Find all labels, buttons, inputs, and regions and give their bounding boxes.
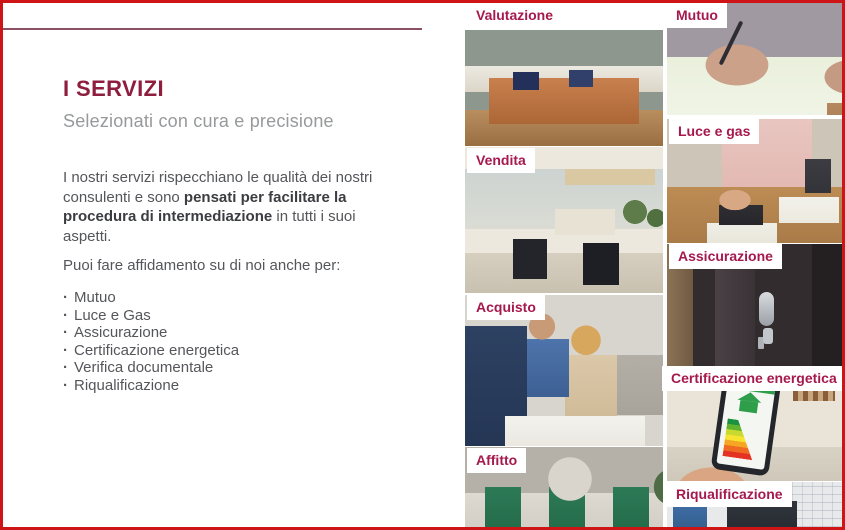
label-vendita: Vendita <box>467 148 535 173</box>
top-divider-line <box>3 28 422 30</box>
list-item: · Luce e Gas <box>63 307 239 325</box>
label-riqualificazione: Riqualificazione <box>667 482 792 507</box>
photo-valutazione <box>465 30 663 146</box>
page-subtitle: Selezionati con cura e precisione <box>63 111 334 131</box>
energy-rating-bars-icon <box>722 418 757 460</box>
label-assicurazione: Assicurazione <box>669 244 782 269</box>
list-item: · Assicurazione <box>63 324 239 342</box>
label-mutuo: Mutuo <box>667 3 727 28</box>
intro-paragraph <box>63 168 375 246</box>
list-item: · Mutuo <box>63 289 239 307</box>
paragraph-bold-text: pensati per facilitare la procedura di intermediazione <box>63 188 347 225</box>
phone-screen <box>716 380 775 470</box>
list-item: · Verifica documentale <box>63 359 239 377</box>
label-certificazione-energetica: Certificazione energetica <box>662 366 845 391</box>
services-list <box>63 289 239 394</box>
page-title: I SERVIZI <box>63 76 164 101</box>
label-luce-e-gas: Luce e gas <box>669 119 759 144</box>
house-icon <box>739 400 758 413</box>
label-valutazione: Valutazione <box>467 3 562 28</box>
label-affitto: Affitto <box>467 448 526 473</box>
list-item: · Riqualificazione <box>63 377 239 395</box>
paragraph-text-end: in tutti i suoi aspetti. <box>63 208 356 245</box>
label-acquisto: Acquisto <box>467 295 545 320</box>
services-list-intro: Puoi fare affidamento su di noi anche per: <box>63 257 341 274</box>
list-item: · Certificazione energetica <box>63 342 239 360</box>
paragraph-text: I nostri servizi rispecchiano le qualità dei nostri consulenti e sono <box>63 169 373 206</box>
